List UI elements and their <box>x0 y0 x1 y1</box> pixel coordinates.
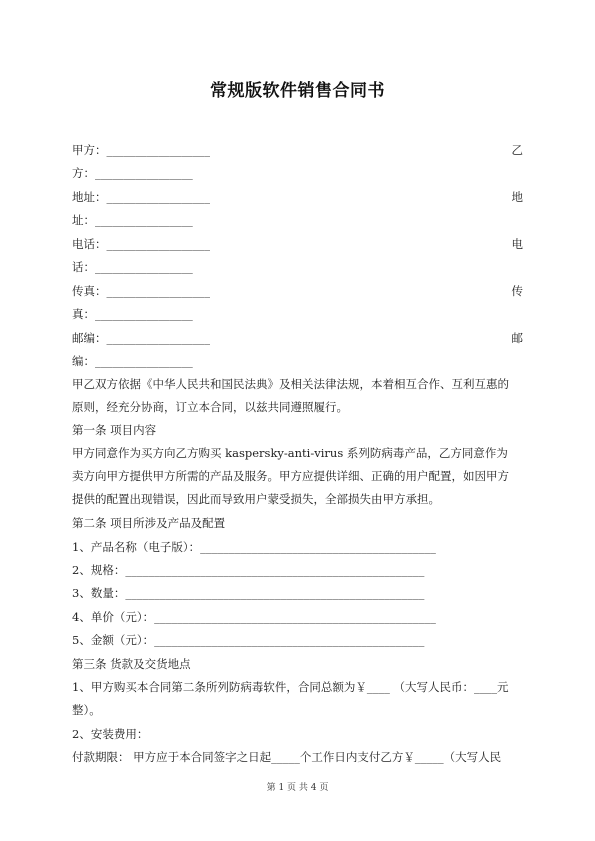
postcode-a-field: 邮编：__________________ <box>72 331 210 345</box>
fax-a-field: 传真：__________________ <box>72 284 210 298</box>
payment-term-line: 付款期限： 甲方应于本合同签字之日起_____个工作日内支付乙方￥_____（大写人民 <box>72 750 502 764</box>
intro-line: 原则，经充分协商，订立本合同，以兹共同遵照履行。 <box>72 400 348 414</box>
article-1-heading: 第一条 项目内容 <box>72 423 157 437</box>
phone-a-field: 电话：__________________ <box>72 237 210 251</box>
article-3-line: 1、甲方购买本合同第二条所列防病毒软件，合同总额为￥____ （大写人民币：____元 <box>72 680 509 694</box>
quantity-field: 3、数量：____________________________________________________ <box>72 586 425 600</box>
postcode-b-line: 编：_________________ <box>72 354 193 368</box>
postcode-line <box>72 330 523 346</box>
postcode-b-label-start: 邮 <box>511 331 523 345</box>
address-b-line: 址：_________________ <box>72 213 193 227</box>
intro-line: 甲乙双方依据《中华人民共和国民法典》及相关法律法规，本着相互合作、互利互惠的 <box>72 377 509 391</box>
address-line <box>72 189 523 205</box>
article-1-line: 卖方向甲方提供甲方所需的产品及服务。甲方应提供详细、正确的用户配置，如因甲方 <box>72 469 509 483</box>
address-b-label-start: 地 <box>511 190 523 204</box>
article-1-line: 甲方同意作为买方向乙方购买 kaspersky-anti-virus 系列防病毒产品，乙方同意作为 <box>72 446 508 460</box>
fax-b-line: 真：_________________ <box>72 307 193 321</box>
phone-line <box>72 236 523 252</box>
article-1-line: 提供的配置出现错误，因此而导致用户蒙受损失，全部损失由甲方承担。 <box>72 492 440 506</box>
address-a-field: 地址：__________________ <box>72 190 210 204</box>
phone-b-line: 话：_________________ <box>72 260 193 274</box>
unit-price-field: 4、单价（元）：_________________________________________________ <box>72 610 436 624</box>
installation-fee-line: 2、安装费用： <box>72 727 149 741</box>
amount-field: 5、金额（元）：_______________________________________________ <box>72 633 425 647</box>
document-title: 常规版软件销售合同书 <box>210 81 385 101</box>
article-3-heading: 第三条 货款及交货地点 <box>72 657 191 671</box>
fax-b-label-start: 传 <box>511 284 523 298</box>
phone-b-label-start: 电 <box>511 237 523 251</box>
party-b-line: 方：_________________ <box>72 166 193 180</box>
party-a-field: 甲方：__________________ <box>72 143 210 157</box>
fax-line <box>72 283 523 299</box>
party-b-label-start: 乙 <box>511 143 523 157</box>
spec-field: 2、规格：____________________________________________________ <box>72 563 425 577</box>
page-footer: 第 1 页 共 4 页 <box>266 783 329 793</box>
product-name-field: 1、产品名称（电子版）：_________________________________________ <box>72 540 436 554</box>
article-2-heading: 第二条 项目所涉及产品及配置 <box>72 516 226 530</box>
article-3-line: 整）。 <box>72 703 101 717</box>
party-a-line <box>72 142 523 158</box>
